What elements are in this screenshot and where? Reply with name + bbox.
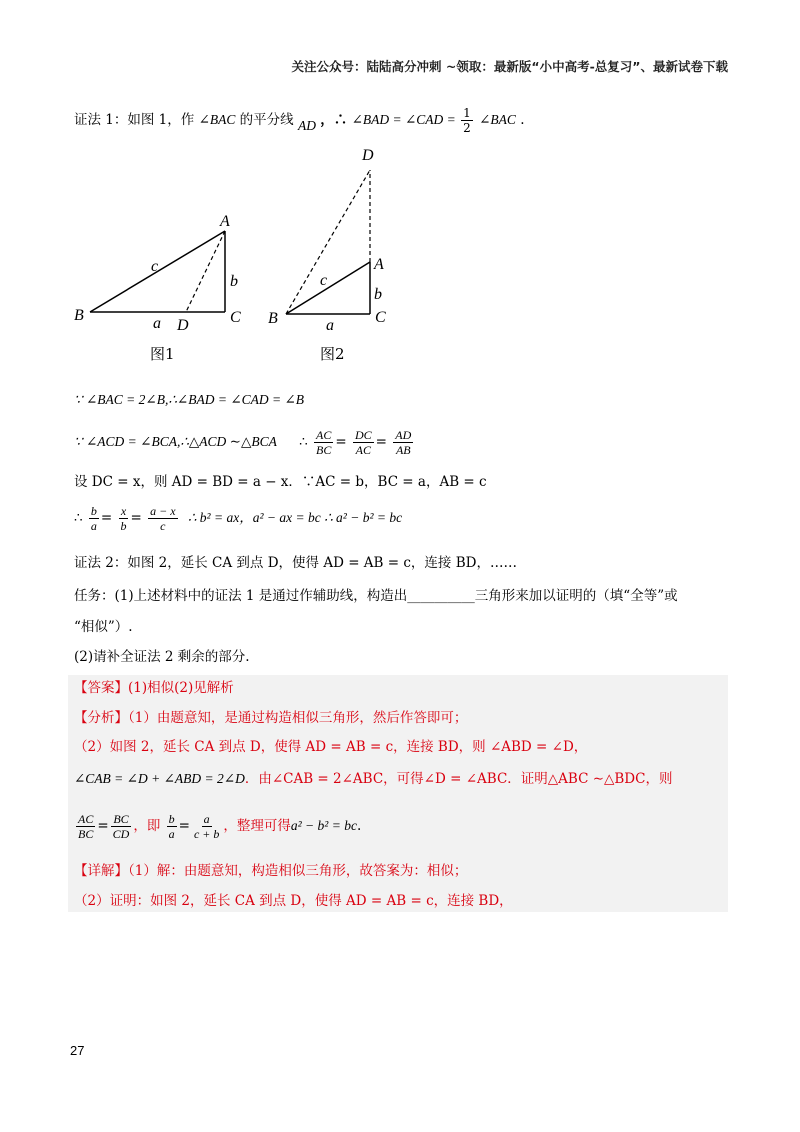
page-header: 关注公众号：陆陆高分冲刺 ~领取：最新版“小中高考-总复习”、最新试卷下载	[291, 59, 728, 74]
fig1-label-C: C	[230, 309, 241, 326]
analysis-line-3	[74, 769, 672, 789]
answer-text: (1)相似(2)见解析	[128, 680, 234, 696]
fig2-label-a: a	[326, 317, 334, 334]
fig1-label-B: B	[74, 307, 84, 324]
step-4-frac-3: $\frac{a - x}{c}$	[150, 504, 176, 533]
task-1-line-b: “相似”）.	[74, 619, 133, 635]
analysis-text-1: （1）由题意知，是通过构造相似三角形，然后作答即可；	[128, 710, 468, 726]
analysis-eq: ∠CAB = ∠D + ∠ABD = 2∠D	[74, 771, 245, 786]
proof1-mid: 的平分线	[239, 112, 294, 128]
analysis-tail: ，整理可得	[223, 818, 291, 834]
task-2-line: (2)请补全证法 2 剩余的部分.	[74, 649, 250, 665]
page-number: 27	[70, 1043, 85, 1058]
proof1-angle: ∠BAC	[198, 112, 236, 127]
step-4-frac-2: $\frac{x}{b}$	[120, 504, 127, 533]
fig2-label-b: b	[374, 286, 382, 303]
fig1-label-b: b	[230, 273, 238, 290]
step-2: ∵ ∠ACD = ∠BCA,∴△ACD ∼△BCA ∴ $\frac{AC}{BC}$ = $\frac{DC}{AC}$ = $\frac{AD}{AB}$	[74, 428, 412, 457]
analysis-line-1	[74, 708, 467, 728]
fig1-label-a: a	[153, 315, 161, 332]
triangle-figures	[60, 140, 420, 370]
proof1-tail: ∠BAC	[479, 112, 516, 127]
analysis-equals: =	[97, 818, 109, 834]
step-4: ∴ $\frac{b}{a}$ = $\frac{x}{b}$ = $\frac{a - x}{c}$ ∴ b² = ax，a² − ax = bc ∴ a² − b² = bc	[74, 504, 403, 533]
proof1-sep: ，∴	[320, 112, 348, 128]
fig2-label-D: D	[362, 147, 374, 164]
step-4-frac-1: $\frac{b}{a}$	[90, 504, 97, 533]
analysis-result: a² − b² = bc	[290, 818, 357, 833]
fig2-label-B: B	[268, 310, 278, 327]
step-3: 设 DC = x，则 AD = BD = a − x．∵AC = b，BC = a，AB = c	[74, 474, 487, 490]
step-1: ∵ ∠BAC = 2∠B,∴∠BAD = ∠CAD = ∠B	[74, 392, 305, 407]
analysis-frac-4: $\frac{a}{c + b}$	[193, 812, 220, 841]
step-4-right: ∴ b² = ax，a² − ax = bc ∴ a² − b² = bc	[187, 510, 403, 525]
figure-1	[74, 213, 241, 363]
proof1-seg: AD	[297, 118, 316, 133]
analysis-label: 【分析】	[74, 710, 128, 726]
analysis-frac-1: $\frac{AC}{BC}$	[78, 812, 94, 841]
fig2-caption: 图2	[320, 345, 345, 363]
analysis-ji: ，即	[133, 818, 161, 834]
proof1-prefix: 证法 1：如图 1，作	[74, 112, 195, 128]
analysis-frac-2: $\frac{BC}{CD}$	[112, 812, 130, 841]
analysis-frac-3: $\frac{b}{a}$	[168, 812, 175, 841]
fig1-label-A: A	[220, 213, 230, 230]
answer-line	[74, 678, 234, 698]
fig1-label-c: c	[151, 258, 159, 275]
proof1-line	[74, 106, 525, 136]
step-2-frac-1: $\frac{AC}{BC}$	[316, 428, 332, 457]
fig2-label-c: c	[320, 272, 328, 289]
fig1-label-D: D	[177, 317, 189, 334]
fig2-label-A: A	[374, 256, 384, 273]
step-2-frac-2: $\frac{DC}{AC}$	[355, 428, 372, 457]
analysis-line-4: $\frac{AC}{BC}$ = $\frac{BC}{CD}$ ，即 $\frac{b}{a}$ = $\frac{a}{c + b}$ ，整理可得a² − b² = bc.	[78, 812, 362, 841]
answer-label: 【答案】	[74, 680, 128, 696]
analysis-text-3: ．由∠CAB = 2∠ABC，可得∠D = ∠ABC．证明△ABC ∼△BDC，则	[244, 771, 673, 787]
step-4-therefore: ∴	[74, 510, 83, 526]
detail-text-1: （1）解：由题意知，构造相似三角形，故答案为：相似；	[128, 863, 468, 879]
proof2-line: 证法 2：如图 2，延长 CA 到点 D，使得 AD = AB = c，连接 BD，……	[74, 555, 517, 571]
step-2-frac-3: $\frac{AD}{AB}$	[395, 428, 412, 457]
proof1-eq: ∠BAD = ∠CAD =	[351, 112, 460, 127]
detail-label: 【详解】	[74, 863, 128, 879]
proof1-end: .	[520, 112, 525, 128]
step-2-therefore: ∴	[299, 434, 308, 450]
step-2-left: ∵ ∠ACD = ∠BCA,∴△ACD ∼△BCA	[74, 434, 277, 449]
fig2-label-C: C	[375, 309, 386, 326]
fig1-caption: 图1	[150, 345, 175, 363]
figure-2	[268, 147, 386, 363]
proof1-half: $\frac{1}{2}$	[463, 106, 471, 135]
task-1-line-a: 任务：(1)上述材料中的证法 1 是通过作辅助线，构造出__________三角形来加以证明的（填“全等”或	[74, 588, 678, 604]
analysis-line-2: （2）如图 2，延长 CA 到点 D，使得 AD = AB = c，连接 BD，则 ∠ABD = ∠D，	[74, 739, 588, 755]
detail-line-2: （2）证明：如图 2，延长 CA 到点 D，使得 AD = AB = c，连接 BD，	[74, 893, 513, 909]
detail-line-1	[74, 861, 467, 881]
